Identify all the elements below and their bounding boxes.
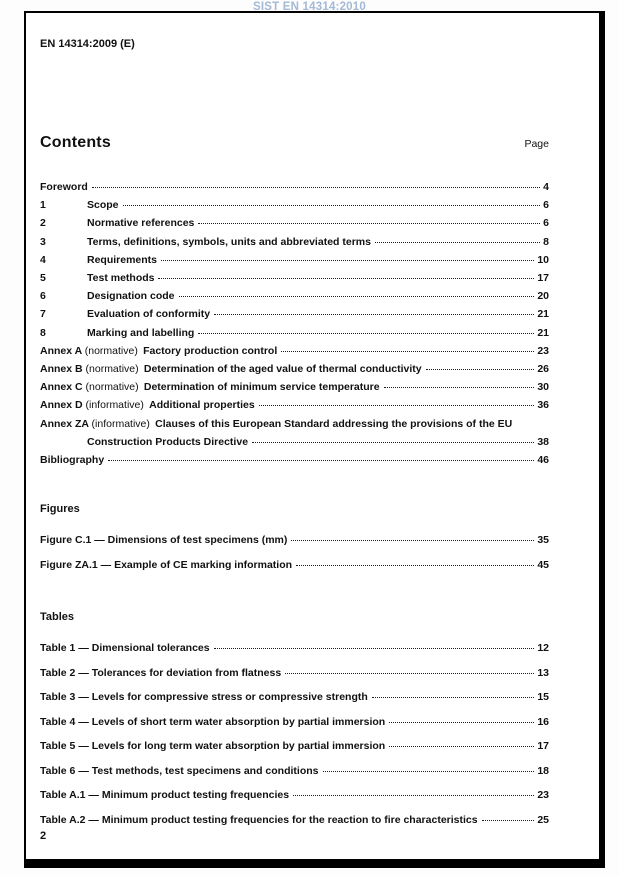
toc-entry-page: 23 (537, 789, 549, 802)
document-page (24, 11, 605, 868)
figures-list (40, 528, 549, 577)
toc-dot-leader (389, 722, 534, 723)
toc-entry-label: Test methods (87, 272, 155, 285)
tables-list (40, 636, 549, 832)
toc-dot-leader (198, 223, 540, 224)
toc-entry-title (87, 214, 194, 232)
toc-entry-title (87, 196, 119, 214)
toc-entry-title (40, 759, 319, 784)
toc-entry-label: Table 1 — Dimensional tolerances (40, 642, 210, 655)
toc-entry-page: 17 (537, 272, 549, 285)
toc-entry-label: Determination of minimum service temperature (143, 381, 380, 394)
toc-dot-leader (323, 771, 535, 772)
toc-dot-leader (214, 314, 534, 315)
toc-entry-note: (informative) (85, 399, 150, 412)
toc-entry-page: 36 (537, 399, 549, 412)
toc-entry (40, 178, 549, 196)
toc-dot-leader (123, 205, 541, 206)
figures-heading: Figures (40, 503, 80, 516)
toc-entry-page: 12 (537, 642, 549, 655)
toc-entry-title (40, 178, 88, 196)
toc-entry (40, 710, 549, 735)
toc-entry-label: Table 2 — Tolerances for deviation from flatness (40, 666, 282, 679)
toc-dot-leader (291, 540, 534, 541)
toc-entry-number: 6 (40, 290, 46, 303)
toc-entry-label: Bibliography (40, 454, 105, 467)
toc-entry-page: 23 (537, 344, 549, 357)
toc-entry (40, 269, 549, 287)
toc-entry-label: Construction Products Directive (87, 435, 249, 448)
toc-entry-prefix: Annex ZA (40, 417, 92, 430)
toc-entry (40, 214, 549, 232)
toc-entry-page: 4 (543, 181, 549, 193)
toc-entry-page: 15 (537, 691, 549, 704)
toc-entry (40, 661, 549, 686)
toc-entry-number: 4 (40, 253, 46, 266)
toc-dot-leader (281, 351, 534, 352)
toc-entry-title (40, 636, 210, 661)
page-column-label: Page (524, 138, 549, 150)
toc-entry-label: Table 5 — Levels for long term water absorption by partial immersion (40, 740, 386, 753)
toc-entry-page: 6 (543, 217, 549, 230)
toc-entry-title (40, 415, 549, 433)
toc-dot-leader (384, 387, 535, 388)
toc-entry-note: (normative) (85, 381, 144, 394)
toc-entry (40, 636, 549, 661)
toc-entry-prefix: Annex D (40, 399, 86, 412)
toc-entry-title (40, 451, 104, 469)
toc-dot-leader (198, 333, 534, 334)
toc-entry-label: Table 3 — Levels for compressive stress or compressive strength (40, 691, 368, 704)
toc-entry-page: 45 (537, 558, 549, 571)
toc-entry-label: Clauses of this European Standard addressing the provisions of the EU (155, 417, 513, 430)
toc-entry-title (40, 378, 380, 396)
toc-entry-page: 21 (537, 308, 549, 321)
toc-dot-leader (375, 242, 540, 243)
toc-entry-title (40, 783, 289, 808)
toc-list (40, 178, 549, 469)
toc-dot-leader (426, 369, 535, 370)
toc-entry-label: Table 4 — Levels of short term water absorption by partial immersion (40, 715, 386, 728)
toc-entry-label: Normative references (87, 217, 195, 230)
toc-entry-label: Figure C.1 — Dimensions of test specimens (mm) (40, 534, 288, 547)
toc-entry-note: (informative) (91, 417, 156, 430)
toc-dot-leader (179, 296, 535, 297)
toc-entry (40, 685, 549, 710)
toc-entry-number: 1 (40, 199, 46, 212)
contents-title: Contents (40, 134, 111, 151)
toc-entry-title (87, 305, 210, 323)
toc-entry-page: 25 (537, 813, 549, 826)
toc-entry-number: 7 (40, 308, 46, 321)
toc-entry-label: Marking and labelling (87, 326, 195, 339)
toc-entry-page: 26 (537, 363, 549, 376)
toc-entry-title (40, 685, 368, 710)
toc-entry (40, 233, 549, 251)
toc-entry-page: 16 (537, 715, 549, 728)
toc-entry-page: 20 (537, 290, 549, 303)
toc-dot-leader (372, 697, 535, 698)
toc-dot-leader (161, 260, 534, 261)
toc-entry-page: 38 (537, 435, 549, 448)
toc-entry-page: 46 (537, 454, 549, 467)
toc-entry (40, 196, 549, 214)
toc-entry (40, 734, 549, 759)
toc-entry (40, 783, 549, 808)
toc-entry-title (40, 396, 255, 414)
toc-entry (40, 324, 549, 342)
toc-entry-page: 21 (537, 326, 549, 339)
toc-entry (40, 553, 549, 578)
toc-entry-title (40, 808, 478, 833)
toc-entry (40, 287, 549, 305)
toc-entry (40, 528, 549, 553)
toc-entry-title (40, 528, 287, 553)
toc-dot-leader (389, 746, 534, 747)
toc-entry (40, 415, 549, 433)
toc-entry-note: (normative) (85, 363, 144, 376)
watermark-text: SIST EN 14314:2010 (253, 1, 366, 13)
toc-dot-leader (108, 460, 534, 461)
toc-entry-page: 30 (537, 381, 549, 394)
toc-entry-title (40, 710, 385, 735)
toc-entry-title (87, 233, 371, 251)
toc-entry-label: Figure ZA.1 — Example of CE marking information (40, 558, 293, 571)
toc-entry-number: 8 (40, 326, 46, 339)
toc-entry (40, 396, 549, 414)
doc-reference: EN 14314:2009 (E) (40, 38, 135, 50)
toc-entry-page: 13 (537, 666, 549, 679)
toc-entry (40, 360, 549, 378)
toc-dot-leader (214, 648, 535, 649)
toc-entry-title (40, 342, 277, 360)
toc-entry-number: 5 (40, 272, 46, 285)
toc-entry (40, 305, 549, 323)
toc-entry-label: Table A.2 — Minimum product testing frequencies for the reaction to fire characteristics (40, 813, 478, 826)
toc-dot-leader (482, 820, 535, 821)
toc-entry-page: 10 (537, 253, 549, 266)
toc-dot-leader (293, 795, 534, 796)
contents-header (40, 134, 549, 152)
toc-entry-label: Requirements (87, 253, 158, 266)
toc-entry-page: 6 (543, 199, 549, 212)
toc-entry-label: Evaluation of conformity (87, 308, 211, 321)
toc-entry-number: 2 (40, 217, 46, 230)
toc-entry-number: 3 (40, 235, 46, 248)
toc-entry-title (40, 553, 292, 578)
toc-entry-prefix: Annex B (40, 363, 86, 376)
toc-entry (40, 808, 549, 833)
toc-dot-leader (92, 187, 540, 188)
toc-entry (40, 451, 549, 469)
toc-entry-page: 8 (543, 235, 549, 248)
toc-entry-title (87, 269, 154, 287)
toc-entry-note: (normative) (84, 344, 144, 357)
toc-entry (40, 342, 549, 360)
toc-entry-prefix: Annex C (40, 381, 86, 394)
toc-entry-label: Designation code (87, 290, 175, 303)
toc-entry-title (87, 251, 157, 269)
toc-dot-leader (158, 278, 534, 279)
toc-entry-label: Table A.1 — Minimum product testing frequencies (40, 789, 290, 802)
toc-entry-label: Table 6 — Test methods, test specimens and conditions (40, 764, 319, 777)
toc-entry-title (40, 360, 422, 378)
toc-entry (40, 378, 549, 396)
toc-entry-label: Additional properties (149, 399, 255, 412)
toc-dot-leader (285, 673, 534, 674)
toc-entry-page: 35 (537, 534, 549, 547)
toc-entry-label: Terms, definitions, symbols, units and abbreviated terms (87, 235, 371, 248)
toc-entry (40, 759, 549, 784)
toc-entry (40, 251, 549, 269)
toc-entry-page: 17 (537, 740, 549, 753)
toc-entry-prefix: Annex A (40, 344, 85, 357)
toc-entry-label: Scope (87, 199, 119, 212)
toc-entry-continuation (40, 433, 549, 451)
toc-entry-label: Factory production control (143, 344, 278, 357)
toc-entry-title (40, 734, 385, 759)
toc-dot-leader (252, 442, 534, 443)
toc-dot-leader (296, 565, 534, 566)
toc-entry-label: Foreword (40, 181, 88, 193)
tables-heading: Tables (40, 611, 75, 624)
footer-page-number: 2 (40, 830, 47, 842)
toc-entry-page: 18 (537, 764, 549, 777)
toc-entry-title (87, 287, 175, 305)
toc-dot-leader (259, 405, 535, 406)
toc-entry-title (87, 324, 194, 342)
toc-entry-label: Determination of the aged value of thermal conductivity (143, 363, 422, 376)
toc-entry-title (40, 661, 281, 686)
